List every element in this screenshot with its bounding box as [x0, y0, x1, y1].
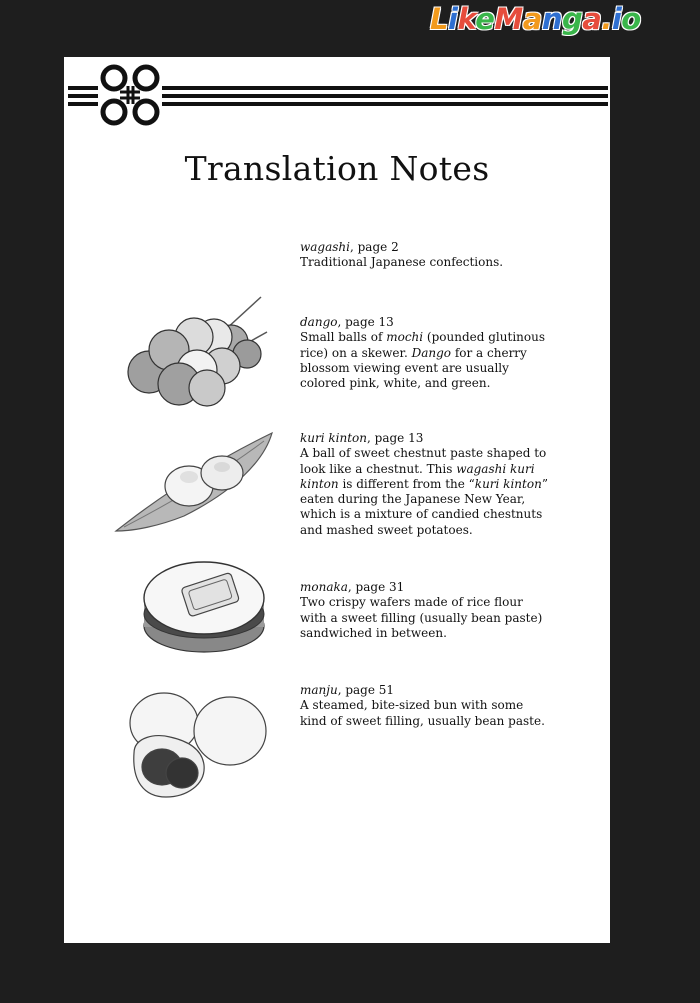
- note-term: dango: [300, 315, 338, 329]
- knot-ornament-icon: [98, 62, 162, 128]
- monaka-illustration: [139, 554, 269, 659]
- dango-illustration: [119, 292, 269, 407]
- site-watermark: LikeManga.io: [430, 2, 641, 36]
- note-page: , page 13: [367, 431, 424, 445]
- note-term: kuri kinton: [300, 431, 368, 445]
- note-page: , page 2: [350, 240, 399, 254]
- note-page: , page 31: [347, 580, 405, 594]
- note-kuri-kinton: kuri kinton, page 13 A ball of sweet chestnut paste shaped to look like a chestnut. This wagashi kuri kinton is different from the “kuri kinton” eaten during the Japanese New Year, which is a mixture of candied chestnuts and mashed sweet potatoes.: [300, 431, 548, 537]
- kuri-kinton-illustration: [114, 431, 274, 536]
- note-page: , page 51: [337, 683, 395, 697]
- note-term: wagashi: [300, 240, 350, 254]
- note-manju: manju, page 51 A steamed, bite-sized bun with some kind of sweet filling, usually bean paste.: [300, 683, 545, 728]
- note-monaka: monaka, page 31 Two crispy wafers made of rice flour with a sweet filling (usually bean paste) sandwiched in between.: [300, 580, 543, 640]
- note-term: monaka: [300, 580, 348, 594]
- page-title: Translation Notes: [184, 149, 490, 188]
- note-term: manju: [300, 683, 338, 697]
- page-sheet: [64, 57, 610, 943]
- note-wagashi: wagashi, page 2 Traditional Japanese confections.: [300, 240, 504, 270]
- note-page: , page 13: [337, 315, 394, 329]
- manju-illustration: [126, 685, 271, 800]
- note-dango: dango, page 13 Small balls of mochi (pounded glutinous rice) on a skewer. Dango for a cherry blossom viewing event are usually colored pink, white, and green.: [300, 315, 545, 391]
